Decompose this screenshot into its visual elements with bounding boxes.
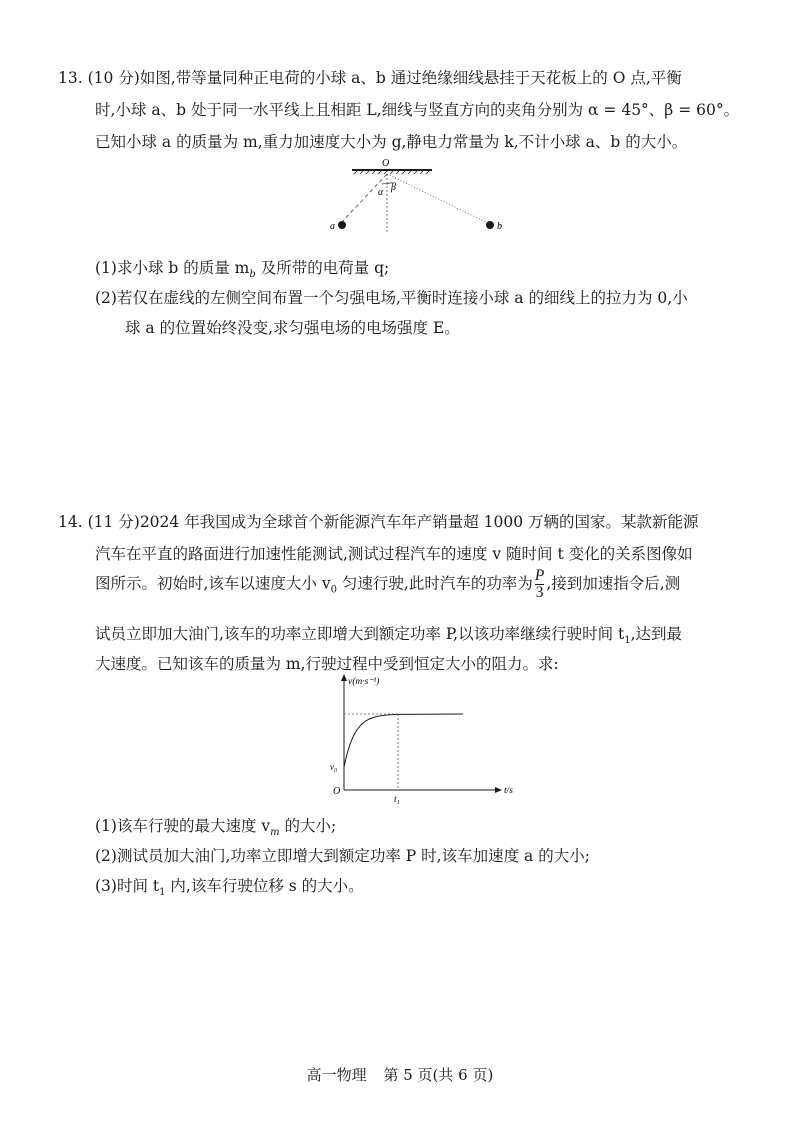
q14-line-4: 试员立即加大油门,该车的功率立即增大到额定功率 P,以该功率继续行驶时间 $t_1$,达到最: [95, 625, 683, 647]
q13-line-1: 13. (10 分)如图,带等量同种正电荷的小球 a、b 通过绝缘细线悬挂于天花板上的 O 点,平衡: [58, 69, 682, 87]
q13-part-2-line-2: 球 a 的位置始终没变,求匀强电场的电场强度 E。: [125, 319, 460, 337]
x-axis-label: t/s: [504, 786, 513, 796]
fraction-p-over-3: $\frac{P}{3}$: [534, 567, 545, 601]
v0-tick-label: v₀: [330, 762, 338, 772]
ball-a: [338, 221, 346, 229]
q13-part-2-line-1: (2)若仅在虚线的左侧空间布置一个匀强电场,平衡时连接小球 a 的细线上的拉力为 0,小: [95, 289, 688, 307]
q14-part-2: (2)测试员加大油门,功率立即增大到额定功率 P 时,该车加速度 a 的大小;: [95, 847, 590, 865]
label-a: a: [330, 221, 335, 232]
label-alpha: α: [378, 187, 384, 198]
q14-part-3: (3)时间 $t_1$ 内,该车行驶位移 s 的大小。: [95, 877, 364, 899]
label-b: b: [497, 221, 502, 232]
vt-curve: [344, 714, 463, 767]
string-a: [340, 174, 387, 224]
footer-page-number: 第 5 页(共 6 页): [383, 1066, 494, 1084]
q13-part-1: (1)求小球 b 的质量 $m_b$ 及所带的电荷量 q;: [95, 259, 390, 281]
q13-figure: [330, 158, 530, 238]
q14-line-3: 图所示。初始时,该车以速度大小 $v_0$ 匀速行驶,此时汽车的功率为 $\frac{P}{3}$ ,接到加速指令后,测: [95, 567, 681, 601]
q14-part-1: (1)该车行驶的最大速度 $v_m$ 的大小;: [95, 817, 337, 839]
ball-b: [486, 221, 494, 229]
page-footer: [0, 1064, 800, 1085]
label-beta: β: [391, 182, 396, 193]
y-axis-label: v(m·s⁻¹): [348, 677, 380, 687]
y-axis-arrow: [341, 674, 347, 681]
footer-subject: 高一物理: [306, 1066, 367, 1084]
q14-vt-chart: [328, 672, 518, 807]
q14-line-1: 14. (11 分)2024 年我国成为全球首个新能源汽车年产销量超 1000 万辆的国家。某款新能源: [58, 513, 699, 531]
q13-line-2: 时,小球 a、b 处于同一水平线上且相距 L,细线与竖直方向的夹角分别为 α = 45°、β = 60°。: [95, 101, 740, 119]
origin-label: O: [333, 786, 341, 797]
string-b: [387, 174, 490, 224]
q13-line-3: 已知小球 a 的质量为 m,重力加速度大小为 g,静电力常量为 k,不计小球 a、b 的大小。: [95, 133, 688, 151]
q14-line-5: 大速度。已知该车的质量为 m,行驶过程中受到恒定大小的阻力。求:: [95, 655, 559, 673]
x-axis-arrow: [495, 787, 502, 793]
label-O: O: [382, 158, 390, 169]
q14-line-2: 汽车在平直的路面进行加速性能测试,测试过程汽车的速度 v 随时间 t 变化的关系图像如: [95, 545, 693, 563]
t1-tick-label: t₁: [394, 794, 400, 804]
